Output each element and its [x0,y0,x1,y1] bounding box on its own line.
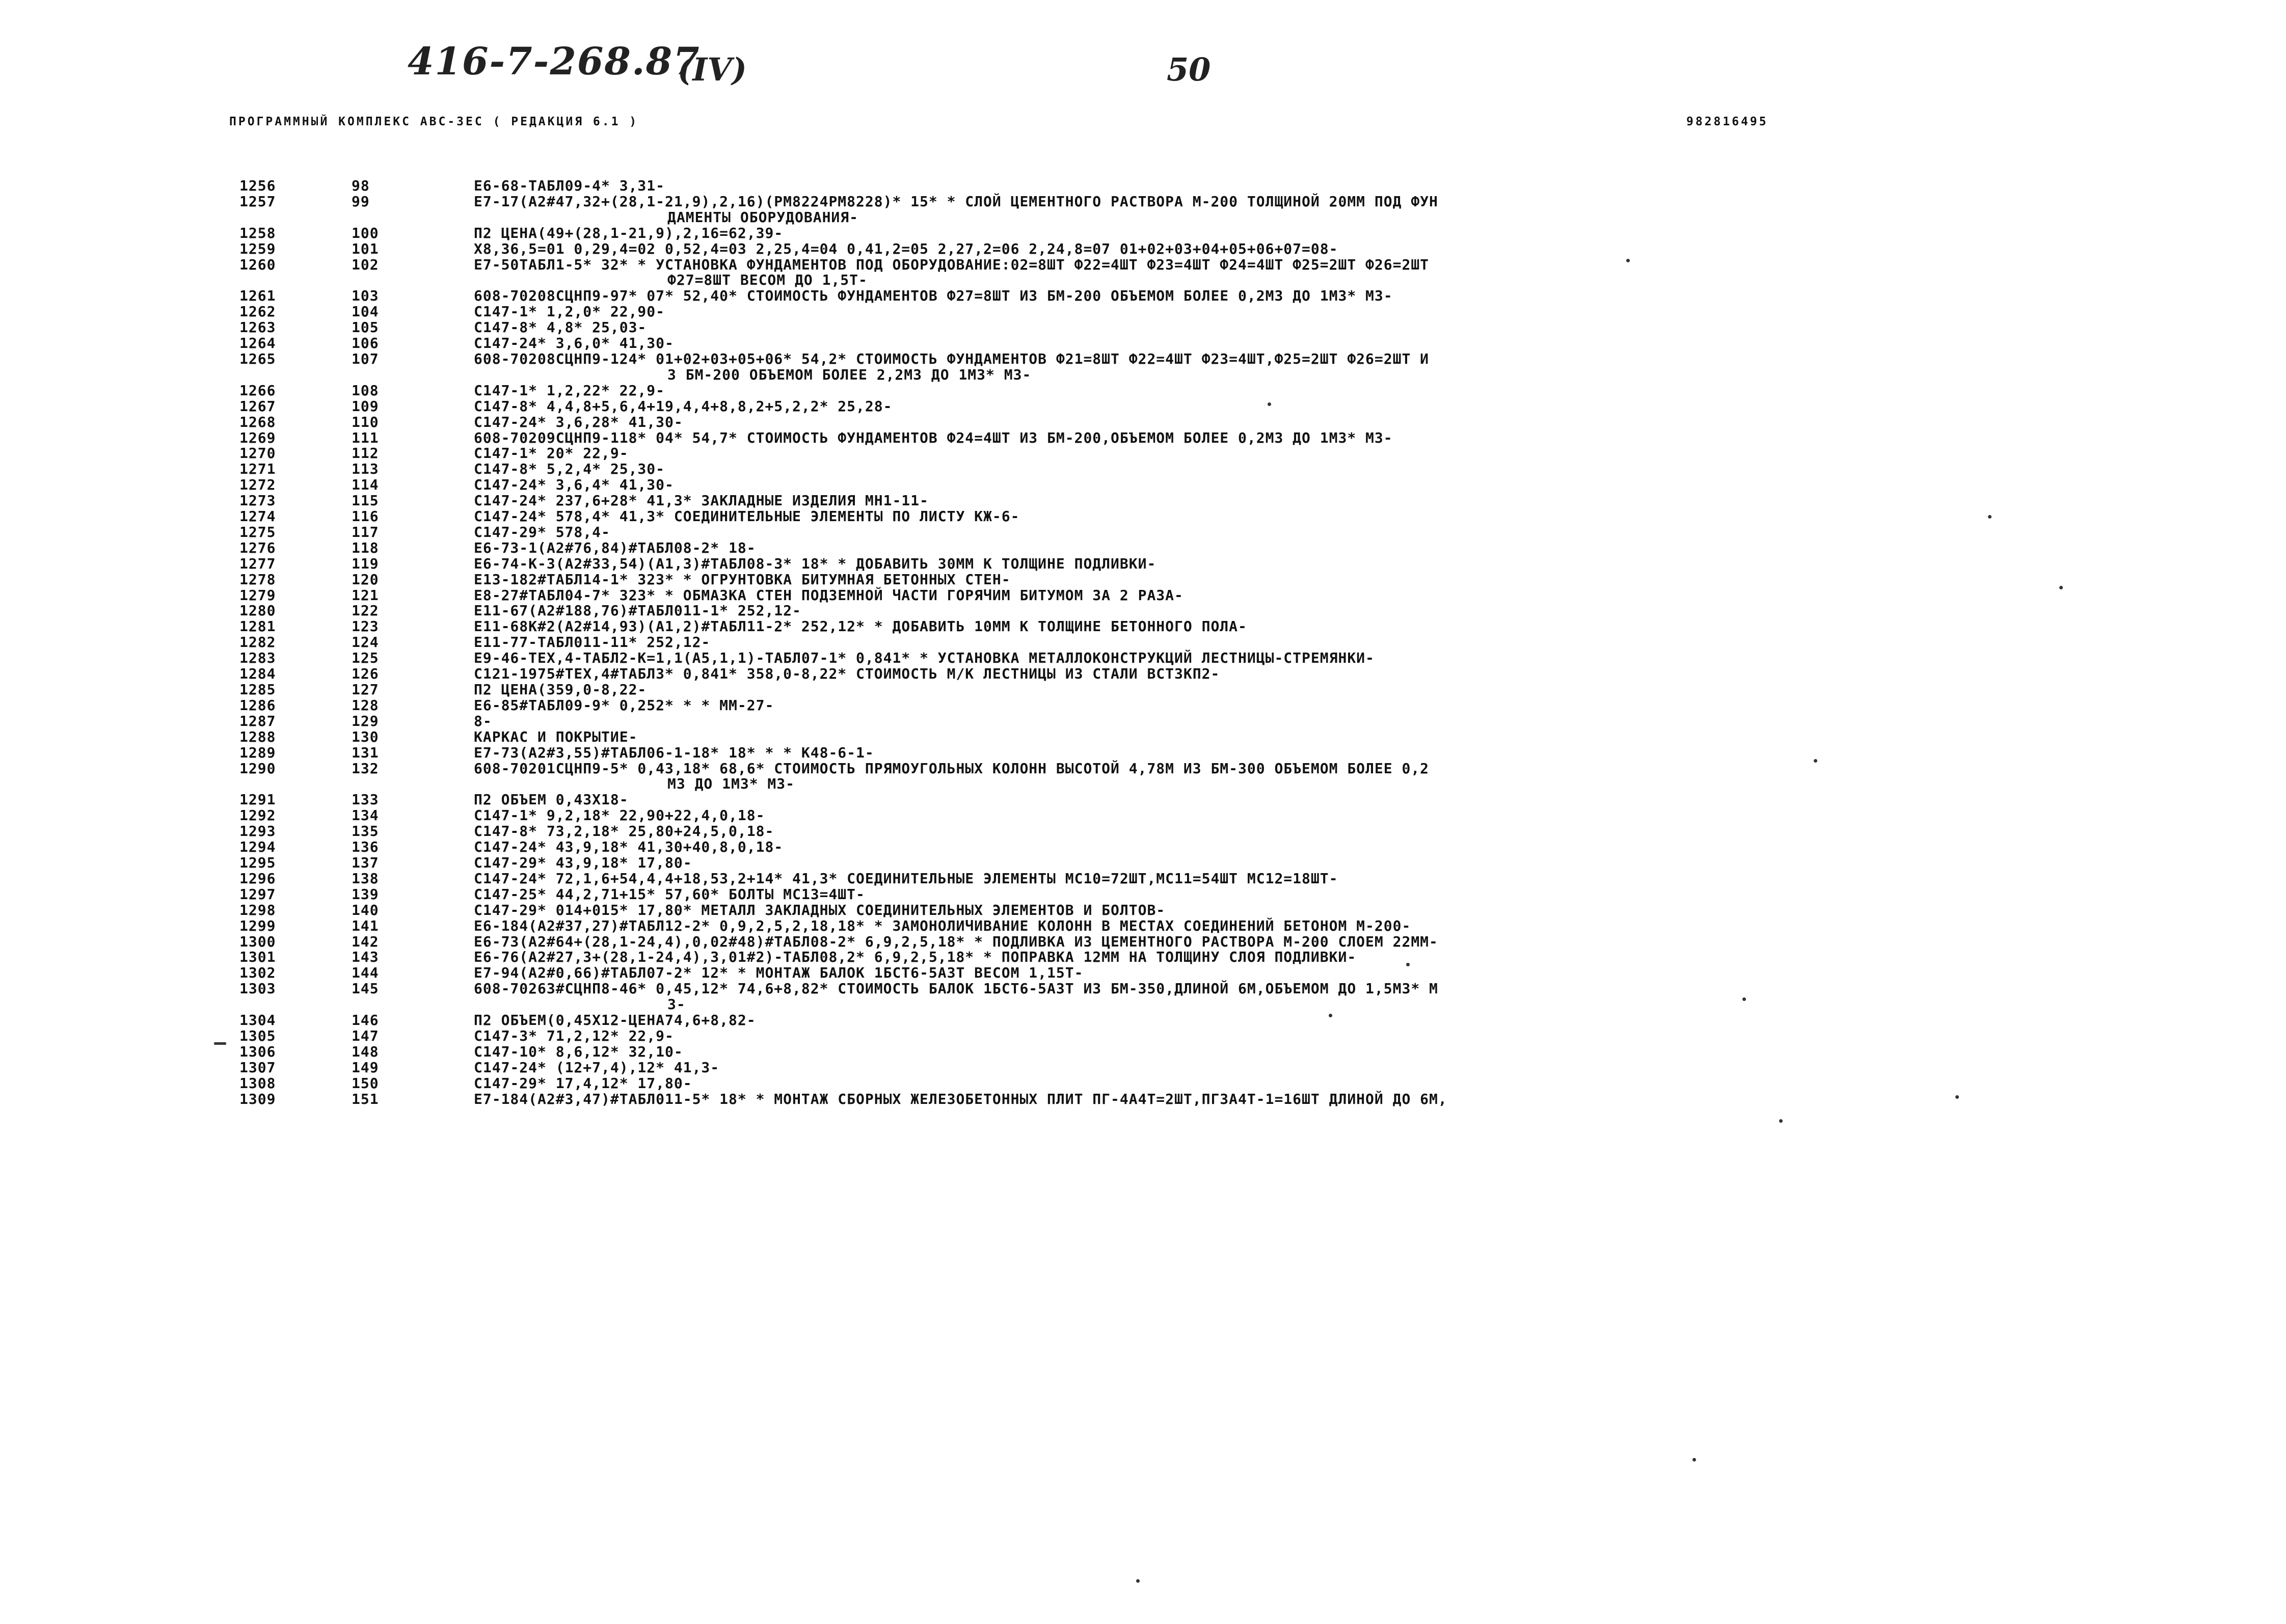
statement-text [474,446,2094,462]
statement-text [474,399,2094,415]
line-number: 1295 [239,854,276,871]
line-number: 1304 [239,1012,276,1029]
listing-row [239,603,2094,619]
scan-speck [1626,259,1630,262]
statement-line: Е6-68-ТАБЛ09-4* 3,31- [474,177,665,194]
statement-line: Е7-184(А2#3,47)#ТАБЛ011-5* 18* * МОНТАЖ СБОРНЫХ ЖЕЛЕЗОБЕТОННЫХ ПЛИТ ПГ-4А4Т=2ШТ,ПГЗА4Т-1=16ШТ ДЛИНОЙ ДО 6М, [474,1090,1447,1107]
statement-text [474,1013,2094,1028]
statement-text [474,304,2094,320]
statement-text [474,572,2094,588]
statement-line: Е13-182#ТАБЛ14-1* 323* * ОГРУНТОВКА БИТУМНАЯ БЕТОННЫХ СТЕН- [474,571,1011,588]
line-number: 1268 [239,413,276,430]
statement-text [474,351,2094,383]
statement-line: Е9-46-ТЕХ,4-ТАБЛ2-К=1,1(А5,1,1)-ТАБЛ07-1* 0,841* * УСТАНОВКА МЕТАЛЛОКОНСТРУКЦИЙ ЛЕСТНИЦЫ-СТРЕМЯНКИ- [474,649,1375,667]
statement-line: 608-70208СЦНП9-97* 07* 52,40* СТОИМОСТЬ ФУНДАМЕНТОВ Ф27=8ШТ ИЗ БМ-200 ОБЪЕМОМ БОЛЕЕ 0,2М3 ДО 1М3* М3- [474,287,1393,305]
line-number: 1293 [239,823,276,840]
listing-row [239,399,2094,415]
statement-line: Е7-73(А2#3,55)#ТАБЛ06-1-18* 18* * * К48-6-1- [474,744,874,761]
line-number: 1273 [239,492,276,509]
statement-number: 110 [352,413,379,430]
statement-text [474,808,2094,824]
listing-row [239,493,2094,509]
scan-speck [1955,1095,1959,1099]
statement-text [474,698,2094,714]
statement-line: С147-8* 4,4,8+5,6,4+19,4,4+8,8,2+5,2,2* 25,28- [474,397,893,415]
statement-line: С147-3* 71,2,12* 22,9- [474,1027,674,1044]
scan-speck [1268,402,1271,406]
statement-text [474,194,2094,226]
line-number: 1284 [239,665,276,683]
scan-speck [1779,1119,1783,1123]
statement-number: 124 [352,634,379,651]
listing-row [239,178,2094,194]
listing-row [239,635,2094,651]
statement-line: С147-24* 3,6,4* 41,30- [474,476,674,494]
listing-row [239,525,2094,540]
listing-row [239,761,2094,793]
listing-row [239,651,2094,666]
statement-line: С147-1* 1,2,22* 22,9- [474,382,665,399]
line-number: 1281 [239,618,276,635]
listing-row [239,808,2094,824]
statement-number: 100 [352,224,379,241]
statement-line: 8- [474,712,492,729]
statement-number: 117 [352,523,379,540]
statement-line: С147-25* 44,2,71+15* 57,60* БОЛТЫ МС13=4ШТ- [474,885,865,903]
listing-row [239,950,2094,965]
listing-row [239,1013,2094,1028]
scan-speck [1742,997,1746,1001]
statement-number: 148 [352,1043,379,1060]
line-number: 1292 [239,807,276,824]
statement-number: 134 [352,807,379,824]
statement-number: 138 [352,870,379,887]
statement-text [474,540,2094,556]
scan-speck [1329,1014,1332,1017]
statement-line: Е6-184(А2#37,27)#ТАБЛ12-2* 0,9,2,5,2,18,18* * ЗАМОНОЛИЧИВАНИЕ КОЛОНН В МЕСТАХ СОЕДИНЕНИЙ БЕТОНОМ М-200- [474,917,1411,934]
statement-number: 108 [352,382,379,399]
line-number: 1296 [239,870,276,887]
statement-text [474,1028,2094,1044]
line-number: 1267 [239,397,276,415]
listing-row [239,540,2094,556]
statement-line: С147-24* (12+7,4),12* 41,3- [474,1059,720,1076]
statement-text [474,651,2094,666]
line-number: 1309 [239,1090,276,1107]
statement-line: С147-8* 73,2,18* 25,80+24,5,0,18- [474,823,774,840]
statement-text [474,493,2094,509]
statement-text [474,588,2094,604]
statement-text [474,981,2094,1013]
line-number: 1277 [239,555,276,572]
statement-line: С147-1* 9,2,18* 22,90+22,4,0,18- [474,807,765,824]
statement-line: Е6-74-К-3(А2#33,54)(А1,3)#ТАБЛ08-3* 18* * ДОБАВИТЬ 30ММ К ТОЛЩИНЕ ПОДЛИВКИ- [474,555,1157,572]
statement-text [474,903,2094,918]
line-number: 1275 [239,523,276,540]
line-number: 1282 [239,634,276,651]
scan-speck [1692,1458,1696,1461]
statement-number: 107 [352,350,379,367]
scan-speck [1988,515,1992,519]
statement-number: 106 [352,335,379,352]
statement-text [474,288,2094,304]
statement-line: 608-70209СЦНП9-118* 04* 54,7* СТОИМОСТЬ ФУНДАМЕНТОВ Ф24=4ШТ ИЗ БМ-200,ОБЪЕМОМ БОЛЕЕ 0,2М3 ДО 1М3* М3- [474,429,1393,446]
statement-text [474,226,2094,241]
statement-line: Е6-73-1(А2#76,84)#ТАБЛ08-2* 18- [474,539,756,556]
statement-line: С147-24* 3,6,0* 41,30- [474,335,674,352]
statement-text [474,965,2094,981]
statement-line: С147-8* 5,2,4* 25,30- [474,461,665,478]
statement-line: Е6-85#ТАБЛ09-9* 0,252* * * ММ-27- [474,696,774,714]
line-number: 1298 [239,901,276,918]
statement-line: С147-8* 4,8* 25,03- [474,319,647,336]
statement-line: П2 ЦЕНА(359,0-8,22- [474,681,647,698]
listing-row [239,430,2094,446]
line-number: 1300 [239,933,276,950]
listing-row [239,1044,2094,1060]
program-header: ПРОГРАММНЫЙ КОМПЛЕКС АВС-ЗЕС ( РЕДАКЦИЯ 6.1 ) [229,115,639,128]
statement-line: КАРКАС И ПОКРЫТИЕ- [474,728,638,745]
statement-number: 128 [352,696,379,714]
line-number: 1256 [239,177,276,194]
line-number: 1302 [239,964,276,982]
statement-number: 150 [352,1074,379,1092]
statement-text [474,415,2094,430]
statement-continuation: Ф27=8ШТ ВЕСОМ ДО 1,5Т- [667,272,868,289]
statement-line: С147-29* 17,4,12* 17,80- [474,1074,692,1092]
line-number: 1270 [239,445,276,462]
listing-row [239,792,2094,808]
line-number: 1306 [239,1043,276,1060]
line-number: 1260 [239,256,276,273]
statement-text [474,1060,2094,1076]
statement-line: П2 ЦЕНА(49+(28,1-21,9),2,16=62,39- [474,224,784,241]
statement-text [474,635,2094,651]
statement-line: 608-70263#СЦНП8-46* 0,45,12* 74,6+8,82* СТОИМОСТЬ БАЛОК 1БСТ6-5АЗТ ИЗ БМ-350,ДЛИНОЙ 6М,ОБЪЕМОМ ДО 1,5М3* М [474,980,1438,997]
listing-row [239,981,2094,1013]
handwritten-project-code: 416-7-268.87 [408,40,701,84]
line-number: 1301 [239,949,276,966]
statement-number: 141 [352,917,379,934]
scan-speck [214,1042,226,1045]
statement-line: С147-1* 1,2,0* 22,90- [474,303,665,320]
statement-number: 101 [352,240,379,257]
listing-row [239,257,2094,289]
line-number: 1263 [239,319,276,336]
document-number: 982816495 [1686,115,1768,128]
statement-number: 126 [352,665,379,683]
statement-number: 151 [352,1090,379,1107]
listing-row [239,887,2094,903]
statement-text [474,792,2094,808]
handwritten-version-mark: (IV) [678,51,747,88]
statement-text [474,745,2094,761]
statement-text [474,666,2094,682]
statement-number: 118 [352,539,379,556]
statement-line: Е8-27#ТАБЛ04-7* 323* * ОБМАЗКА СТЕН ПОДЗЕМНОЙ ЧАСТИ ГОРЯЧИМ БИТУМОМ ЗА 2 РАЗА- [474,586,1184,604]
listing-row [239,619,2094,635]
statement-number: 146 [352,1012,379,1029]
line-number: 1294 [239,838,276,856]
line-number: 1283 [239,649,276,667]
statement-number: 145 [352,980,379,997]
statement-continuation: М3 ДО 1М3* М3- [667,775,795,793]
line-number: 1274 [239,508,276,525]
statement-line: 608-70208СЦНП9-124* 01+02+03+05+06* 54,2* СТОИМОСТЬ ФУНДАМЕНТОВ Ф21=8ШТ Ф22=4ШТ Ф23=4ШТ,Ф25=2ШТ Ф26=2ШТ И [474,350,1430,367]
listing-row [239,965,2094,981]
listing-row [239,1060,2094,1076]
handwritten-page-number: 50 [1167,51,1211,88]
listing-row [239,840,2094,855]
statement-line: Е11-67(А2#188,76)#ТАБЛ011-1* 252,12- [474,602,801,619]
statement-text [474,918,2094,934]
listing-row [239,934,2094,950]
listing-row [239,477,2094,493]
statement-text [474,257,2094,289]
statement-text [474,603,2094,619]
statement-text [474,509,2094,525]
statement-line: Х8,36,5=01 0,29,4=02 0,52,4=03 2,25,4=04 0,41,2=05 2,27,2=06 2,24,8=07 01+02+03+04+05+06+07=08- [474,240,1338,257]
line-number: 1266 [239,382,276,399]
listing-row [239,871,2094,887]
statement-line: Е6-76(А2#27,3+(28,1-24,4),3,01#2)-ТАБЛ08,2* 6,9,2,5,18* * ПОПРАВКА 12ММ НА ТОЛЩИНУ СЛОЯ ПОДЛИВКИ- [474,949,1357,966]
statement-number: 104 [352,303,379,320]
statement-line: Е7-50ТАБЛ1-5* 32* * УСТАНОВКА ФУНДАМЕНТОВ ПОД ОБОРУДОВАНИЕ:02=8ШТ Ф22=4ШТ Ф23=4ШТ Ф24=4ШТ Ф25=2ШТ Ф26=2ШТ [474,256,1430,273]
statement-text [474,682,2094,698]
scan-speck [1814,759,1817,763]
line-number: 1303 [239,980,276,997]
line-number: 1305 [239,1027,276,1044]
line-number: 1299 [239,917,276,934]
line-number: 1269 [239,429,276,446]
statement-continuation: ДАМЕНТЫ ОБОРУДОВАНИЯ- [667,208,859,226]
line-number: 1286 [239,696,276,714]
listing-row [239,666,2094,682]
listing-row [239,572,2094,588]
line-number: 1262 [239,303,276,320]
line-number: 1272 [239,476,276,494]
statement-number: 142 [352,933,379,950]
statement-line: С147-24* 43,9,18* 41,30+40,8,0,18- [474,838,784,856]
statement-line: П2 ОБЪЕМ 0,43Х18- [474,791,629,808]
statement-number: 147 [352,1027,379,1044]
statement-line: С147-29* 43,9,18* 17,80- [474,854,692,871]
scan-speck [1136,1579,1140,1583]
listing-row [239,320,2094,336]
statement-number: 140 [352,901,379,918]
statement-text [474,950,2094,965]
line-number: 1289 [239,744,276,761]
scan-speck [2059,586,2063,589]
statement-text [474,714,2094,729]
statement-text [474,241,2094,257]
statement-line: Е6-73(А2#64+(28,1-24,4),0,02#48)#ТАБЛ08-2* 6,9,2,5,18* * ПОДЛИВКА ИЗ ЦЕМЕНТНОГО РАСТВОРА М-200 СЛОЕМ 22ММ- [474,933,1438,950]
listing-row [239,556,2094,572]
line-number: 1288 [239,728,276,745]
statement-number: 123 [352,618,379,635]
line-number: 1257 [239,193,276,210]
statement-line: С147-1* 20* 22,9- [474,445,629,462]
line-number: 1271 [239,461,276,478]
statement-text [474,887,2094,903]
listing-row [239,304,2094,320]
statement-line: С147-24* 578,4* 41,3* СОЕДИНИТЕЛЬНЫЕ ЭЛЕМЕНТЫ ПО ЛИСТУ КЖ-6- [474,508,1020,525]
statement-text [474,840,2094,855]
statement-number: 149 [352,1059,379,1076]
statement-text [474,729,2094,745]
listing-row [239,918,2094,934]
listing-row [239,288,2094,304]
line-number: 1261 [239,287,276,305]
listing-row [239,698,2094,714]
statement-line: С147-24* 3,6,28* 41,30- [474,413,683,430]
listing-row [239,729,2094,745]
code-listing [239,178,2094,1107]
statement-number: 132 [352,760,379,777]
listing-row [239,336,2094,351]
statement-number: 115 [352,492,379,509]
statement-text [474,336,2094,351]
statement-number: 119 [352,555,379,572]
statement-number: 105 [352,319,379,336]
statement-number: 136 [352,838,379,856]
statement-number: 144 [352,964,379,982]
listing-row [239,415,2094,430]
statement-number: 112 [352,445,379,462]
listing-row [239,745,2094,761]
statement-number: 130 [352,728,379,745]
listing-row [239,714,2094,729]
statement-number: 133 [352,791,379,808]
statement-number: 137 [352,854,379,871]
statement-text [474,462,2094,477]
statement-line: С147-29* 014+015* 17,80* МЕТАЛЛ ЗАКЛАДНЫХ СОЕДИНИТЕЛЬНЫХ ЭЛЕМЕНТОВ И БОЛТОВ- [474,901,1166,918]
statement-number: 114 [352,476,379,494]
statement-text [474,1076,2094,1092]
line-number: 1276 [239,539,276,556]
line-number: 1297 [239,885,276,903]
statement-line: С147-24* 72,1,6+54,4,4+18,53,2+14* 41,3* СОЕДИНИТЕЛЬНЫЕ ЭЛЕМЕНТЫ МС10=72ШТ,МС11=54ШТ МС12=18ШТ- [474,870,1338,887]
line-number: 1264 [239,335,276,352]
statement-text [474,934,2094,950]
statement-continuation: 3- [667,996,686,1013]
listing-row [239,194,2094,226]
statement-line: С121-1975#ТЕХ,4#ТАБЛ3* 0,841* 358,0-8,22* СТОИМОСТЬ М/К ЛЕСТНИЦЫ ИЗ СТАЛИ ВСТ3КП2- [474,665,1220,683]
listing-row [239,462,2094,477]
statement-text [474,855,2094,871]
statement-number: 122 [352,602,379,619]
line-number: 1265 [239,350,276,367]
line-number: 1291 [239,791,276,808]
statement-text [474,477,2094,493]
statement-text [474,1092,2094,1107]
listing-row [239,682,2094,698]
listing-row [239,383,2094,399]
listing-row [239,855,2094,871]
listing-row [239,1028,2094,1044]
statement-text [474,619,2094,635]
listing-row [239,824,2094,840]
statement-number: 120 [352,571,379,588]
statement-line: С147-24* 237,6+28* 41,3* ЗАКЛАДНЫЕ ИЗДЕЛИЯ МН1-11- [474,492,929,509]
statement-number: 113 [352,461,379,478]
statement-number: 99 [352,193,370,210]
listing-row [239,351,2094,383]
line-number: 1279 [239,586,276,604]
statement-number: 111 [352,429,379,446]
statement-number: 143 [352,949,379,966]
line-number: 1290 [239,760,276,777]
statement-text [474,320,2094,336]
statement-number: 131 [352,744,379,761]
line-number: 1259 [239,240,276,257]
listing-row [239,1092,2094,1107]
statement-text [474,1044,2094,1060]
statement-text [474,383,2094,399]
statement-number: 139 [352,885,379,903]
statement-line: С147-29* 578,4- [474,523,610,540]
statement-number: 103 [352,287,379,305]
listing-row [239,509,2094,525]
line-number: 1280 [239,602,276,619]
statement-text [474,430,2094,446]
statement-line: 608-70201СЦНП9-5* 0,43,18* 68,6* СТОИМОСТЬ ПРЯМОУГОЛЬНЫХ КОЛОНН ВЫСОТОЙ 4,78М ИЗ БМ-300 ОБЪЕМОМ БОЛЕЕ 0,2 [474,760,1430,777]
statement-text [474,761,2094,793]
statement-number: 109 [352,397,379,415]
listing-row [239,588,2094,604]
line-number: 1308 [239,1074,276,1092]
statement-number: 102 [352,256,379,273]
statement-line: Е11-77-ТАБЛ011-11* 252,12- [474,634,711,651]
listing-row [239,903,2094,918]
line-number: 1307 [239,1059,276,1076]
line-number: 1285 [239,681,276,698]
listing-row [239,446,2094,462]
statement-text [474,824,2094,840]
statement-number: 135 [352,823,379,840]
statement-line: Е7-17(А2#47,32+(28,1-21,9),2,16)(РМ8224РМ8228)* 15* * СЛОЙ ЦЕМЕНТНОГО РАСТВОРА М-200 ТОЛЩИНОЙ 20ММ ПОД ФУН [474,193,1438,210]
statement-text [474,871,2094,887]
statement-number: 129 [352,712,379,729]
statement-number: 98 [352,177,370,194]
line-number: 1258 [239,224,276,241]
statement-number: 121 [352,586,379,604]
listing-row [239,226,2094,241]
scan-speck [1406,963,1410,966]
statement-number: 116 [352,508,379,525]
statement-line: Е11-68К#2(А2#14,93)(А1,2)#ТАБЛ11-2* 252,12* * ДОБАВИТЬ 10ММ К ТОЛЩИНЕ БЕТОННОГО ПОЛА- [474,618,1247,635]
statement-number: 127 [352,681,379,698]
statement-number: 125 [352,649,379,667]
statement-line: С147-10* 8,6,12* 32,10- [474,1043,683,1060]
listing-row [239,241,2094,257]
statement-text [474,556,2094,572]
statement-line: П2 ОБЪЕМ(0,45Х12-ЦЕНА74,6+8,82- [474,1012,756,1029]
statement-continuation: З БМ-200 ОБЪЕМОМ БОЛЕЕ 2,2М3 ДО 1М3* М3- [667,366,1032,383]
line-number: 1287 [239,712,276,729]
line-number: 1278 [239,571,276,588]
statement-text [474,178,2094,194]
statement-text [474,525,2094,540]
statement-line: Е7-94(А2#0,66)#ТАБЛ07-2* 12* * МОНТАЖ БАЛОК 1БСТ6-5АЗТ ВЕСОМ 1,15Т- [474,964,1084,982]
listing-row [239,1076,2094,1092]
